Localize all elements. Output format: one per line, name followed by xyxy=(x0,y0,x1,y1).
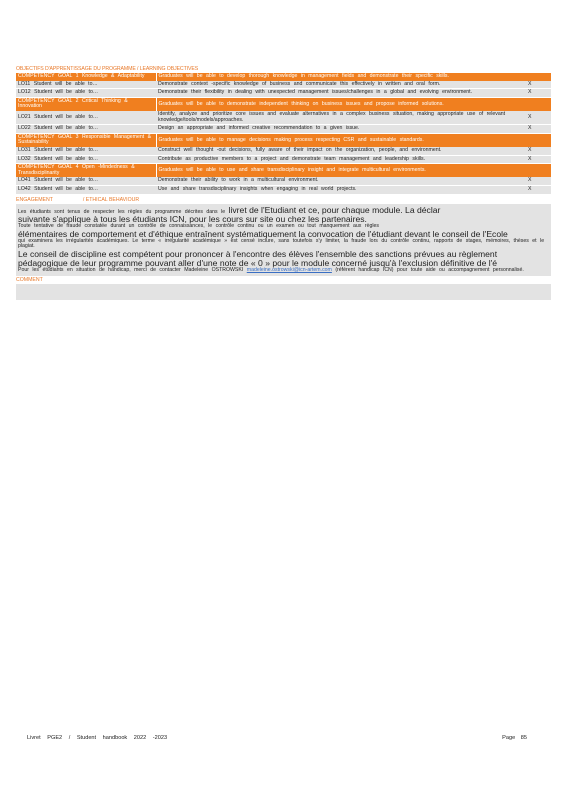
learning-objective-description: Design an appropriate and informed creative recommendation to a given issue. xyxy=(156,125,526,134)
page-footer xyxy=(27,735,527,741)
comment-box xyxy=(16,284,551,300)
objective-check-mark: X xyxy=(526,147,551,155)
competency-goal-description: Graduates will be able to demonstrate independent thinking on business issues and propose informed solutions. xyxy=(156,97,526,111)
learning-objective-row xyxy=(16,155,551,164)
objectives-title: OBJECTIFS D'APPRENTISSAGE DU PROGRAMME / LEARNING OBJECTIVES xyxy=(16,66,199,72)
learning-objective-description: Demonstrate context -specific knowledge of business and communicate this effectively in written and oral form. xyxy=(156,81,526,89)
learning-objective-description: Use and share transdisciplinary insights when engaging in real world projects. xyxy=(156,185,526,194)
learning-objectives-table xyxy=(16,73,551,195)
learning-objective-label: LO41 Student will be able to… xyxy=(16,177,156,185)
learning-objective-label: LO11 Student will be able to… xyxy=(16,81,156,89)
learning-objective-description: Demonstrate their ability to work in a multicultural environment. xyxy=(156,177,526,185)
objective-check-mark xyxy=(526,73,551,81)
engagement-p2-small: Toute tentative de fraude constatée durant un contrôle de connaissances, le contrôle continu ou un examen ou tout manquement aux règles xyxy=(18,223,379,230)
engagement-p1-small: Les étudiants sont tenus de respecter les règles du programme décrites dans le xyxy=(18,208,226,215)
competency-goal-row xyxy=(16,133,551,147)
competency-goal-description: Graduates will be able to develop thorough knowledge in management fields and demonstrate their specific skills. xyxy=(156,73,526,81)
competency-goal-label: COMPETENCY GOAL 3 Responsible Management & Sustainability xyxy=(16,133,156,147)
objective-check-mark: X xyxy=(526,155,551,164)
comment-title: COMMENT xyxy=(16,277,43,284)
engagement-p4b-large: pédagogique de leur programme pouvant aller d'une note de « 0 » pour le module concerné jusqu'à l'exclusion définitive de l'é xyxy=(18,258,498,268)
learning-objective-description: Identify, analyze and prioritize core issues and evaluate alternatives in a complex business situation, making appropriate use of relevant knowledge/tools/models/approaches. xyxy=(156,111,526,125)
objective-check-mark: X xyxy=(526,89,551,98)
competency-goal-label: COMPETENCY GOAL 1 Knowledge & Adaptability xyxy=(16,73,156,81)
learning-objective-row xyxy=(16,81,551,89)
learning-objective-row xyxy=(16,177,551,185)
engagement-p5 xyxy=(18,268,549,274)
engagement-title: ENGAGEMENT xyxy=(16,196,53,203)
learning-objective-row xyxy=(16,185,551,194)
competency-goal-description: Graduates will be able to manage decisions making process respecting CSR and sustainable standards. xyxy=(156,133,526,147)
objective-check-mark xyxy=(526,164,551,178)
competency-goal-description: Graduates will be able to use and share transdisciplinary insight and integrate multicultural environments. xyxy=(156,164,526,178)
learning-objective-row xyxy=(16,111,551,125)
competency-goal-row xyxy=(16,164,551,178)
learning-objective-label: LO31 Student will be able to… xyxy=(16,147,156,155)
competency-goal-label: COMPETENCY GOAL 4 Open -Mindedness & Transdisciplinarity xyxy=(16,164,156,178)
learning-objective-description: Demonstrate their flexibility in dealing with unexpected management issues/challenges in a global and evolving environment. xyxy=(156,89,526,98)
learning-objective-label: LO12 Student will be able to… xyxy=(16,89,156,98)
objective-check-mark: X xyxy=(526,177,551,185)
engagement-p2-large: élémentaires de comportement et d'éthique entraînent systématiquement la convocation de l'étudiant devant le conseil de l'Ecole xyxy=(18,229,508,239)
learning-objective-row xyxy=(16,147,551,155)
engagement-p3-small: qui examinera les irrégularités académiques. Le terme « irrégularité académique » est censé inclure, sans toutefois s'y limiter, la fraude lors du contrôle continu, rapports de stages, mémoires, thèses et le plagiat. xyxy=(18,237,545,250)
page-number: Page 85 xyxy=(502,735,527,741)
ethical-behaviour-title: / ETHICAL BEHAVIOUR xyxy=(82,196,140,203)
engagement-p1-large: livret de l'Etudiant et ce, pour chaque module. La déclar xyxy=(228,204,441,215)
objective-check-mark: X xyxy=(526,111,551,125)
objective-check-mark xyxy=(526,97,551,111)
objective-check-mark: X xyxy=(526,125,551,134)
engagement-paragraph-1 xyxy=(18,206,549,216)
objective-check-mark xyxy=(526,133,551,147)
handicap-support-text: (référent handicap ICN) pour toute aide ou accompagnement personnalisé. xyxy=(335,266,524,273)
learning-objective-label: LO42 Student will be able to… xyxy=(16,185,156,194)
learning-objective-row xyxy=(16,125,551,134)
handicap-contact-text: Pour les étudiants en situation de handicap, merci de contacter Madeleine OSTROWSKI xyxy=(18,266,244,273)
competency-goal-row xyxy=(16,73,551,81)
learning-objective-description: Construct well thought -out decisions, fully aware of their impact on the organization, people, and environment. xyxy=(156,147,526,155)
objective-check-mark: X xyxy=(526,81,551,89)
engagement-p4-large: Le conseil de discipline est compétent pour prononcer à l'encontre des élèves l'ensemble des sanctions prévues au règlement xyxy=(18,249,498,259)
handicap-email-link[interactable]: madeleine.ostrowski@icn-artem.com xyxy=(246,266,332,273)
competency-goal-label: COMPETENCY GOAL 2 Critical Thinking & Innovation xyxy=(16,97,156,111)
learning-objective-row xyxy=(16,89,551,98)
objective-check-mark: X xyxy=(526,185,551,194)
engagement-p1b-large: suivante s'applique à tous les étudiants ICN, pour les cours sur site ou chez les partenaires. xyxy=(18,215,367,225)
learning-objective-label: LO21 Student will be able to… xyxy=(16,111,156,125)
learning-objective-label: LO22 Student will be able to… xyxy=(16,125,156,134)
engagement-text-block xyxy=(16,204,551,277)
learning-objective-description: Contribute as productive members to a project and demonstrate team management and leadership skills. xyxy=(156,155,526,164)
footer-handbook-label: Livret PGE2 / Student handbook 2022 -2023 xyxy=(27,735,168,741)
page-content xyxy=(16,66,551,300)
learning-objective-label: LO32 Student will be able to… xyxy=(16,155,156,164)
engagement-heading xyxy=(16,197,551,204)
competency-goal-row xyxy=(16,97,551,111)
